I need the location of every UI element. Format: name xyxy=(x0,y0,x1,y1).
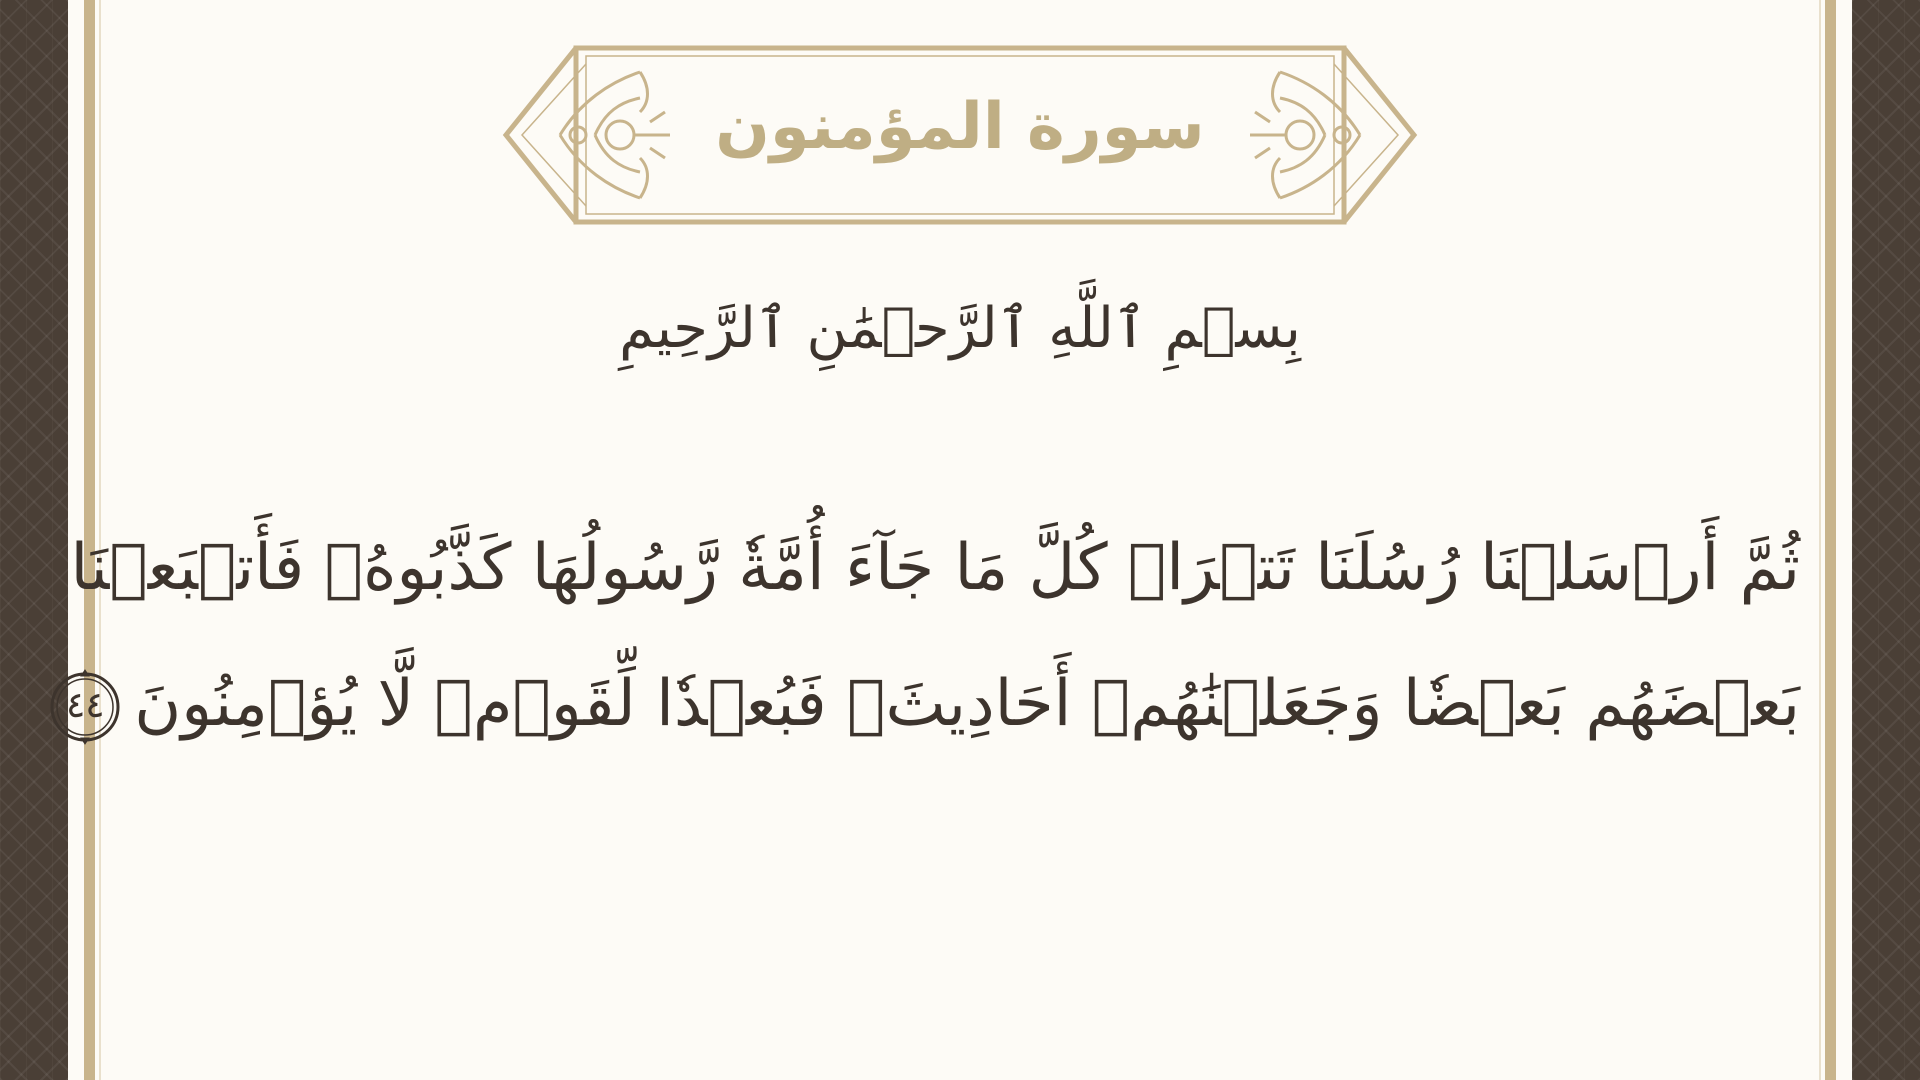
left-ornamental-border xyxy=(0,0,68,1080)
verse-line-2 xyxy=(65,636,1800,772)
right-ornamental-border xyxy=(1852,0,1920,1080)
verse-line-1: ثُمَّ أَرۡسَلۡنَا رُسُلَنَا تَتۡرَاۖ كُلَّ مَا جَآءَ أُمَّةٗ رَّسُولُهَا كَذَّبُوهُۚ فَأَتۡبَعۡنَا xyxy=(70,531,1800,605)
right-gold-rule xyxy=(1825,0,1836,1080)
ayah-number: ٤٤ xyxy=(65,685,105,727)
surah-title-frame xyxy=(500,42,1420,228)
ayah-number-marker xyxy=(46,668,124,746)
right-inner-line xyxy=(1819,0,1821,1080)
verse-text xyxy=(65,500,1800,772)
surah-title: سورة المؤمنون xyxy=(715,90,1205,164)
verse-line-2-text: بَعۡضَهُم بَعۡضٗا وَجَعَلۡنَٰهُمۡ أَحَادِيثَۚ فَبُعۡدٗا لِّقَوۡمٖ لَّا يُؤۡمِنُونَ xyxy=(134,667,1800,741)
basmala: بِسۡمِ ٱللَّهِ ٱلرَّحۡمَٰنِ ٱلرَّحِيمِ xyxy=(619,296,1301,361)
